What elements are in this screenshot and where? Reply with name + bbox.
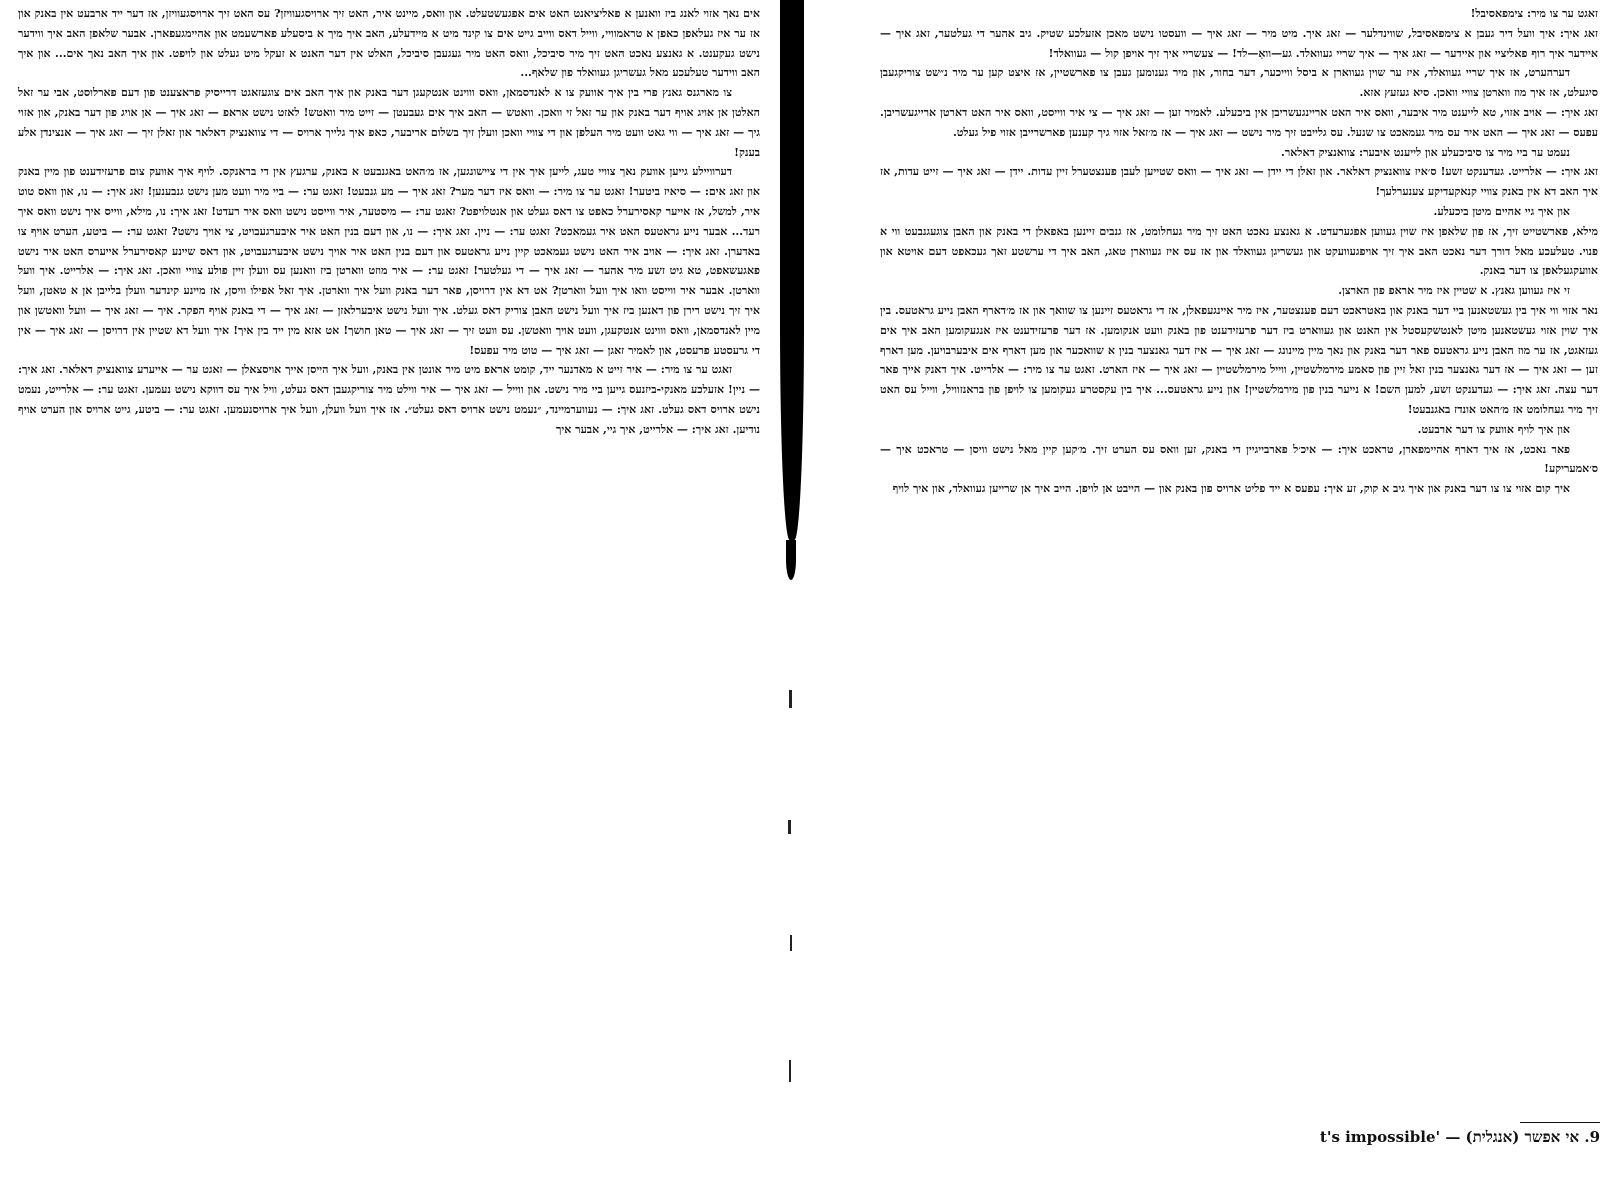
left-page xyxy=(18,0,760,1185)
left-paragraph-2: צו מארגנס גאנץ פרי בין איך אוועק צו א לאנדסמאן, וואס וווינט אנטקעגן דער באנק און איך האב אים צוגעזאגט דרייסיק פראצענט פון דעם פארלוסט, אבי ער זאל האלטן אן אויג אויף דער באנק און ער זאל זי וואכן. וואטש — האב איך אים געבעטן — זייט מיר וואטש! לאזט נישט אראפ — זאג איך — אן אויג פון דער באנק, און אזוי גיך — זאג איך — ווי גאט וועט מיר העלפן און די צוויי וואכן וועלן זיך בשלום אריבער, כאפ איך גלייך ארויס — די צוואנציק דאלאר און זאלן זיך — זאג איך — אנצינדן אלע בענק! xyxy=(18,86,760,159)
right-paragraph-3: דערהערט, אז איך שריי געוואלד, איז ער שוין געווארן א ביסל ווייכער, דער בחור, און מיר גענומען געבן צו פארשטיין, אז איצט קען ער מיר נ״שט צוריקגעבן סיגעלט, אז איך מוז ווארטן צוויי וואכן. סיא געזעץ אזא. xyxy=(880,66,1598,100)
right-paragraph-10: נאר אזוי ווי איך בין געשטאנען ביי דער באנק און באטראכט דעם פענצטער, איז מיר איינגעפאלן, אז די גראטעס זיינען צו שוואך און אז מ׳דארף האבן נייע גראטעס. בין איך שוין אזוי געשטאנען מיטן לאנטשקעסטל אין האנט און געווארט ביז דער פרעזידענט פון באנק וועט אנקומען. אז דער פרעזידענט איז אנגעקומען האב איך אים געזאגט, אז ער מוז האבן נייע גראטעס פאר דער באנק און נאך מיין מיינונג — זאג איך — איז דער גאנצער בנין א שוואכער און מען דארף אים איבערבויען. מען דארף זען — זאג איך — אז דער גאנצער בנין זאל זיין פון סאמע מירמלשטיין, ווייל מירמלשטיין — זאג איך — איז הארט. זאגט ער צו מיר: — אלרייט. איך דאנק אייך פאר דער עצה. זאג איך: — געדענקט זשע, למען השם! א נייער בנין פון מירמלשטיין! און נייע גראטעס... איך בין עקסטרע געקומען צו לויפן פון בראנזוויל, ווייל עס האט זיך מיר געחלומט אז מ׳האט אונדז באגנבעט! xyxy=(880,303,1598,416)
footnote xyxy=(1230,1128,1600,1152)
left-paragraph-3: דערוויילע גייען אוועק נאך צוויי טעג, לייען איך אין די ציישונגען, אז מ׳האט באגנבעט א באנק, ערגעץ אין די בראנקס. לויף איך אוועק צום פרעזידענט פון מיין באנק און זאג אים: — סיאיז ביטער! זאגט ער צו מיר: — וואס איז דער מער? זאג איך — מע גנבעט! זאגט ער: — ביי מיר וועט מען נישט גנבענען! זאג איך: — נו, און וואס טוט איר, למשל, אז אייער קאסירערל כאפט צו דאס געלט און אנטלויפט? זאגט ער: — מיסטער, איר ווייסט נישט וואס איר רעדט! זאג איך: נו, מילא, ווייס איך נישט וואס איך רעד... אבער נייע גראטעס האט איר געמאכט? זאגט ער: — ניין. זאג איך: — נו, און דעם בנין האט איר איבערגעבויט, צי אויך נישט? זאגט ער: — ביטע, הערט אויף צו באדערן. זאג איך: — אויב איר האט נישט געמאכט קיין נייע גראטעס און דעם בנין האט איר אויך נישט איבערגעבויט, און דאס שיינע קאסירערל אייערס האט איר נישט פאגעשאפט, טא גיט זשע מיר אהער — זאג איך — די געלטער! זאגט ער: — איר מוזט ווארטן ביז וואנען עס וועלן זיין פולע צוויי וואכן. זאג איך: — אלרייט. איך וועל ווארטן. אבער איר ווייסט וואו איך וועל ווארטן? אט דא אין דרויסן, פאר דער באנק וועל איך ווארטן. איך זאל אפילו וויסן, אז מיינע קינדער וועלן בלייבן אן א טאטן, וועל איך זיך נישט רירן פון דאנען ביז איך וועל נישט האבן צוריק דאס געלט. איך וועל נישט איבערלאזן — זאג איך — די באנק אויף הפקר. איך — זאג איך — וועל וואטשן און מיין לאנדסמאן, וואס וווינט אנטקעגן, וועט אויך וואטשן. עס וועט זיך — זאג איך — טאן חושך! אט אזא מין ייד בין איך! איך וועל דא שטיין אין דרויסן — זאג איך — אין די גרעסטע פרעסט, און לאמיר זאגן — זאג איך — טוט מיר עפעס! xyxy=(18,165,760,357)
footnote-number: 9. xyxy=(1584,1128,1600,1146)
right-paragraph-6: זאג איך: — אלרייט. געדענקט זשע! ס׳איז צוואנציק דאלאר. און זאלן די יידן — זאג איך — וואס שטייען לעבן פענצטערל זיין עדות. יידן — זאג איך — זייט עדות, אז איך האב דא אין באנק צוויי קנאקעדיקע צענערלעך! xyxy=(880,165,1598,199)
book-gutter-shadow-tip xyxy=(786,540,796,580)
footnote-hebrew: אי אפשר (אנגלית) — xyxy=(1445,1128,1580,1146)
scan-speck xyxy=(789,690,792,708)
book-gutter-shadow xyxy=(780,0,804,540)
footnote-english: t's impossible' xyxy=(1319,1128,1441,1146)
right-paragraph-7: און איך גיי אהיים מיטן ביכעלע. xyxy=(1433,204,1570,218)
scan-speck xyxy=(790,935,792,951)
left-paragraph-1: אים נאך אזוי לאנג ביז וואנען א פאליציאנט האט אים אפגעשטעלט. און וואס, מיינט איר, האט זיך ארויסגעוויזן? עס האט זיך ארויסגעוויזן, אז דער ייד ארבעט אין באנק און אז ער איז געלאפן כאפן א טראמוויי, ווייל דאס ווייב גייט אים צו קינד מיט א מיידעלע, האב איך מיך א ביסעלע פארשעמט און אהיימגעפארן. אבער שלאפן האב איך ווידער נישט געקענט. א גאנצע נאכט האט זיך מיר סיביכל, וואס האט מיר געגעבן סיביכל, האלט אין דער האנט א זעקל מיט געלט און לויפט. און איך האב נאך אים... און איך האב ווידער טעלעכע מאל געשריגן געוואלד פון שלאף... xyxy=(18,7,760,80)
right-paragraph-4: זאג איך: — אויב אזוי, טא לייענט מיר איבער, וואס איר האט אריינגעשריבן אין ביכעלע. לאמיר זען — זאג איך — צי איר ווייסט, וואס איר האט דארטן ארייגעשריבן. עפעס — זאג איך — האט איר עס מיר געמאכט צו שנעל. עס גלייבט זיך מיר נישט — זאג איך — אז מ׳זאל אזוי גיך קענען פארשרייבן אזוי פיל געלט. xyxy=(880,105,1598,139)
right-paragraph-11: און איך לויף אוועק צו דער ארבעט. xyxy=(1417,422,1570,436)
scan-speck xyxy=(789,1060,791,1082)
scan-speck xyxy=(788,820,791,834)
right-paragraph-9: זי איז געווען גאנץ. א שטיין איז מיר אראפ פון הארצן. xyxy=(1338,284,1570,298)
right-paragraph-12: פאר נאכט, אז איך דארף אהיימפארן, טראכט איך: — איכ׳ל פארבייגיין די באנק, זען וואס עס הערט זיך. מ׳קען קיין מאל נישט וויסן — טראכט איך — ס׳אמעריקע! xyxy=(880,442,1598,476)
right-paragraph-8: מילא, פארשטייט זיך, אז פון שלאפן איז שוין געווען אפגערעדט. א גאנצע נאכט האט זיך מיר געחלומט, אז גנבים זיינען באפאלן די באנק און האבן צוגעגנבעט ווי א פנוי. טעלעכע מאל דורך דער נאכט האב איך זיך אויפגעוועקט און געשריגן געוואלד און אז עס איז געווארן טאג, האב איך די ערשטע זאך געכאפט דעם אויטא און אוועקגעלאפן צו דער באנק. xyxy=(880,224,1598,278)
footnote-rule xyxy=(1520,1122,1600,1123)
right-paragraph-1: זאגט ער צו מיר: צימפאסיבל! xyxy=(1470,7,1598,20)
right-paragraph-2: זאג איך: איך וועל דיר געבן א צימפאסיבל, שווינדלער — זאג איך. מיט מיר — זאג איך — וועסטו נישט מאכן אזעלכע שטיק. גיב אהער די געלטער, זאג איך — איידער איך רוף פאליציי און איידער — זאג איך — איך שריי געוואלד. גע—וואַ—לד! — צעשריי איך זיך אויפן קול — געוואלד! xyxy=(880,26,1598,60)
right-paragraph-5: נעמט ער ביי מיר צו סיביכעלע און לייענט איבער: צוואנציק דאלאר. xyxy=(1281,145,1570,159)
right-page xyxy=(880,0,1598,1185)
left-paragraph-4: זאגט ער צו מיר: — איר זייט א מאדנער ייד, קומט אראפ מיט מיר אונטן אין באנק, וועל איך הייסן אייך אויסצאלן — זאגט ער — אייערע צוואנציק דאלאר. זאג איך: — ניין! אזעלכע מאנקי-ביזנעס גייען ביי מיר נישט. און ווייל — זאג איך — איר ווילט מיר צוריקגעבן דאס געלט, וויל איך עס דווקא נישט נעמען. זאגט ער: — אלרייט, נעמט נישט ארויס דאס געלט. זאג איך: — נעווערמיינד, ״נעמט נישט ארויס דאס געלט״. אז איך וועל וועלן, וועל איך ארויסנעמען. זאגט ער: — ביטע, גייט ארויס און הערט אויף נודיען. זאג איך: — אלרייט, איך גיי, אבער איך xyxy=(18,363,760,436)
right-paragraph-13: איך קום אזוי צו צו דער באנק און איך גיב א קוק, זע איך: עפעס א ייד פליט ארויס פון באנק און — הייבט אן לויפן. הייב איך אן שרייען געוואלד, און איך לויף xyxy=(892,482,1570,496)
